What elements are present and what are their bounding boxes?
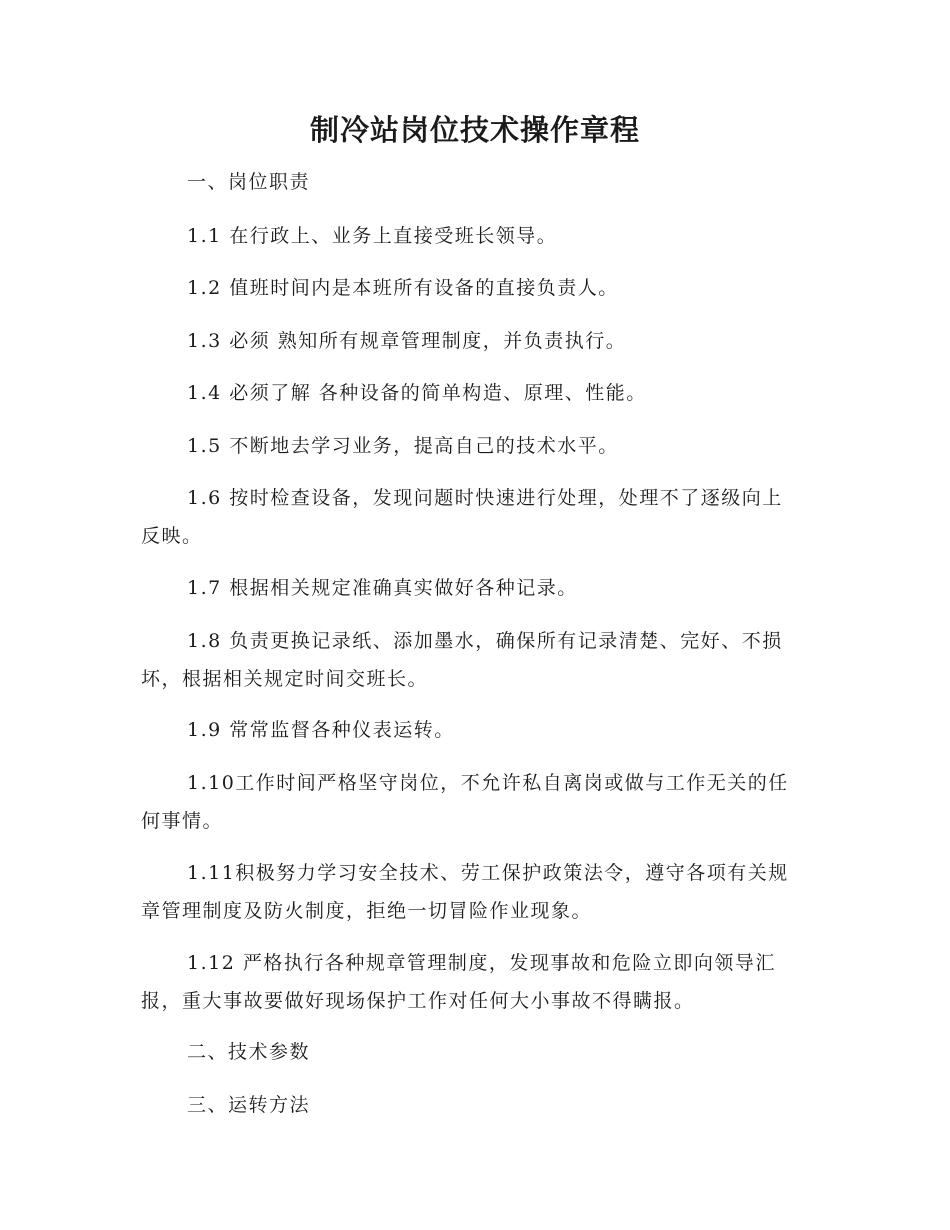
paragraph-1-5: 1.5 不断地去学习业务，提高自己的技术水平。 — [187, 435, 619, 457]
paragraph-1-4: 1.4 必须了解 各种设备的简单构造、原理、性能。 — [187, 382, 647, 404]
section-heading-operation-method: 三、运转方法 — [187, 1094, 311, 1116]
section-heading-technical-parameters: 二、技术参数 — [187, 1041, 311, 1063]
section-heading-duties: 一、岗位职责 — [187, 171, 311, 193]
paragraph-1-11: 1.11积极努力学习安全技术、劳工保护政策法令，遵守各项有关规章管理制度及防火制度，拒绝一切冒险作业现象。 — [141, 862, 789, 922]
paragraph-1-12: 1.12 严格执行各种规章管理制度，发现事故和危险立即向领导汇报，重大事故要做好现场保护工作对任何大小事故不得瞒报。 — [141, 952, 776, 1012]
paragraph-1-10: 1.10工作时间严格坚守岗位，不允许私自离岗或做与工作无关的任何事情。 — [141, 772, 789, 832]
document-title: 制冷站岗位技术操作章程 — [309, 113, 640, 147]
paragraph-1-7: 1.7 根据相关规定准确真实做好各种记录。 — [187, 577, 578, 599]
paragraph-1-8: 1.8 负责更换记录纸、添加墨水，确保所有记录清楚、完好、不损坏，根据相关规定时间交班长。 — [141, 630, 783, 690]
paragraph-1-3: 1.3 必须 熟知所有规章管理制度，并负责执行。 — [187, 330, 627, 352]
paragraph-1-2: 1.2 值班时间内是本班所有设备的直接负责人。 — [187, 277, 619, 299]
paragraph-1-6: 1.6 按时检查设备，发现问题时快速进行处理，处理不了逐级向上反映。 — [141, 487, 783, 547]
paragraph-1-9: 1.9 常常监督各种仪表运转。 — [187, 719, 455, 741]
paragraph-1-1: 1.1 在行政上、业务上直接受班长领导。 — [187, 225, 558, 247]
